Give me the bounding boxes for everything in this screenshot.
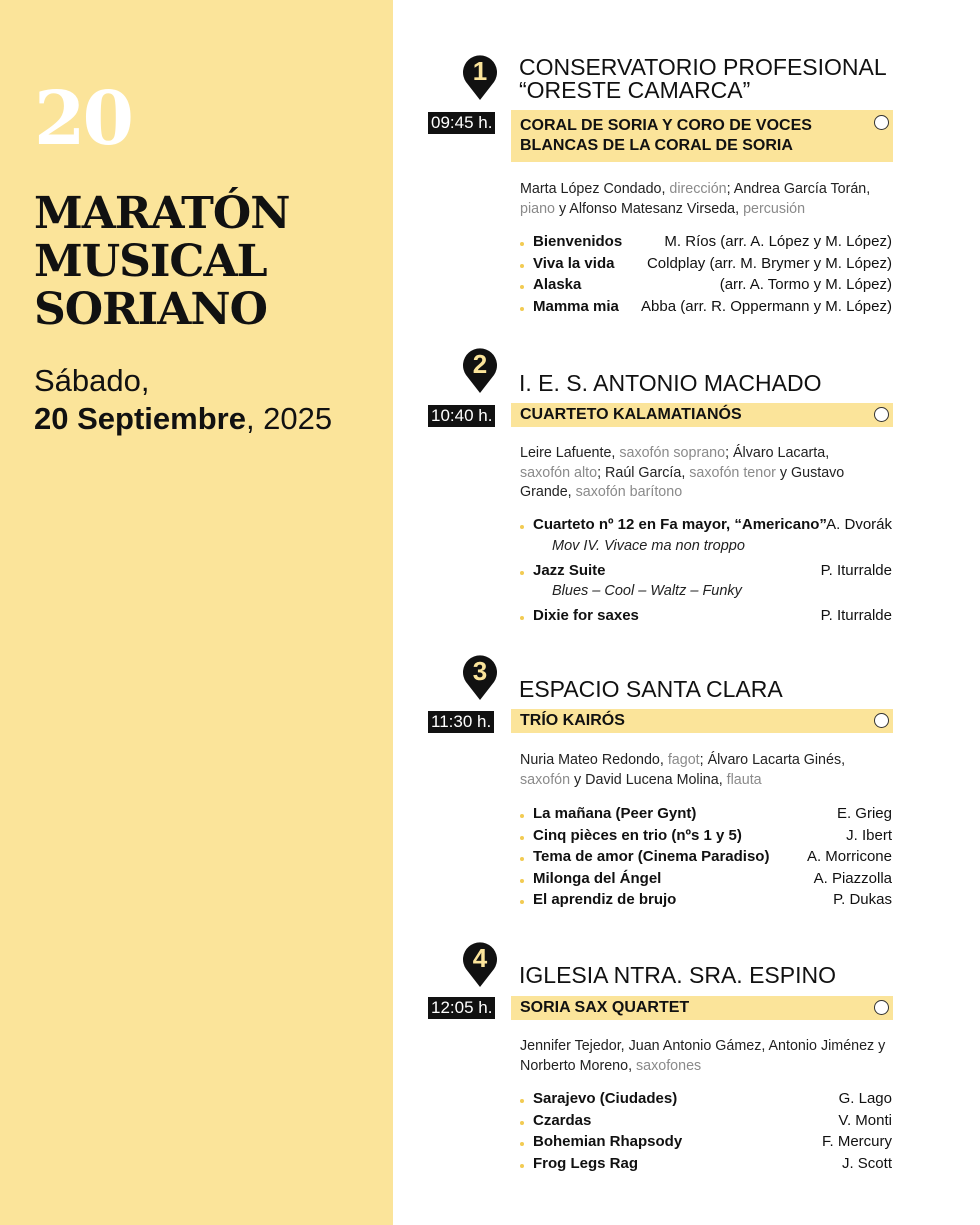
program-list: [520, 803, 892, 911]
ensemble-name-line: BLANCAS DE LA CORAL DE SORIA: [520, 137, 793, 154]
composer: V. Monti: [838, 1111, 892, 1129]
bullet-icon: [520, 616, 524, 620]
venue-name: [519, 964, 836, 987]
performers: [520, 751, 880, 790]
venue-name: [519, 372, 821, 395]
left-title-panel: [0, 0, 393, 1225]
composer: P. Iturralde: [820, 607, 892, 624]
program-list: [520, 231, 892, 317]
program-list: [520, 514, 892, 627]
performer-name: ; Álvaro Lacarta Ginés,: [699, 752, 846, 768]
program-item: [520, 253, 892, 275]
performer-name: y Alfonso Matesanz Virseda,: [554, 200, 744, 217]
work-title: Dixie for saxes: [533, 607, 639, 624]
performer-name: y Gustavo Grande,: [520, 464, 845, 500]
program-item: [520, 846, 892, 868]
bullet-icon: [520, 285, 524, 289]
performer-role: saxofón: [520, 771, 571, 788]
performer-role: fagot: [667, 752, 700, 768]
performer-role: saxofón tenor: [689, 464, 776, 481]
event-date-weekday: Sábado,: [34, 363, 150, 398]
program-item: [520, 1131, 892, 1153]
work-title: Mamma mia: [533, 297, 619, 315]
work-title: Alaska: [533, 276, 582, 293]
performer-role: saxofón barítono: [575, 484, 683, 500]
performers: [520, 180, 895, 219]
program-item: [520, 803, 892, 825]
bullet-icon: [520, 879, 524, 883]
bullet-icon: [520, 1099, 524, 1103]
event-title-line: SORIANO: [34, 284, 267, 335]
venue-name-line: “ORESTE CAMARCA”: [519, 77, 751, 103]
program-item: [520, 868, 892, 890]
work-title: Czardas: [533, 1111, 592, 1129]
section-number: 1: [472, 56, 488, 86]
section-number: 3: [472, 656, 488, 686]
composer: A. Piazzolla: [813, 869, 892, 887]
bullet-icon: [520, 857, 524, 861]
bullet-icon: [520, 307, 524, 311]
event-date-year: , 2025: [245, 401, 333, 436]
event-title-line: MARATÓN: [34, 188, 290, 239]
program-item: [520, 514, 892, 536]
event-date-day: 20 Septiembre: [34, 401, 246, 436]
start-time: 10:40 h.: [428, 405, 495, 427]
performer-role: saxofón soprano: [619, 445, 726, 461]
performer-role: saxofón alto: [520, 464, 598, 481]
bullet-icon: [520, 264, 524, 268]
work-title: La mañana (Peer Gynt): [533, 805, 697, 822]
ensemble-band: [511, 709, 893, 733]
work-title: Sarajevo (Ciudades): [533, 1090, 678, 1107]
venue-name-line: CONSERVATORIO PROFESIONAL: [519, 54, 887, 80]
bullet-icon: [520, 814, 524, 818]
bullet-icon: [520, 1121, 524, 1125]
program-item: [520, 889, 892, 911]
edition-number: 20: [34, 76, 131, 162]
program-item: [520, 1088, 892, 1110]
performer-name: Marta López Condado,: [520, 181, 670, 197]
program-item: [520, 296, 892, 318]
composer: P. Dukas: [833, 891, 892, 908]
ensemble-band: [511, 403, 893, 427]
ensemble-name: [520, 405, 742, 425]
performer-role: saxofones: [636, 1057, 702, 1074]
work-title: Bienvenidos: [533, 233, 623, 250]
program-item: [520, 605, 892, 627]
venue-name: [519, 56, 887, 102]
composer: J. Ibert: [846, 826, 892, 844]
work-title: Tema de amor (Cinema Paradiso): [533, 848, 770, 865]
program-item: [520, 274, 892, 296]
performer-name: Jennifer Tejedor, Juan Antonio Gámez, Antonio Jiménez y Norberto Moreno,: [520, 1038, 886, 1074]
ensemble-name: [520, 998, 689, 1018]
venue-name-line: I. E. S. ANTONIO MACHADO: [519, 370, 822, 396]
location-pin-icon: [460, 52, 500, 102]
performer-name: Leire Lafuente,: [520, 445, 620, 461]
event-title-line: MUSICAL: [34, 236, 267, 287]
composer: (arr. A. Tormo y M. López): [719, 276, 892, 293]
bullet-icon: [520, 525, 524, 529]
performer-name: Nuria Mateo Redondo,: [520, 752, 668, 768]
work-title: Jazz Suite: [533, 561, 606, 579]
location-pin-icon: [460, 939, 500, 989]
bullet-icon: [520, 571, 524, 575]
work-movement: Blues – Cool – Waltz – Funky: [552, 583, 742, 599]
work-title: Cuarteto nº 12 en Fa mayor, “Americano”: [533, 516, 827, 533]
performer-name: ; Raúl García,: [597, 464, 690, 481]
program-item: [520, 560, 892, 582]
performers: [520, 444, 880, 503]
performer-role: piano: [520, 200, 555, 217]
performer-role: dirección: [669, 181, 727, 197]
ensemble-name-line: CORAL DE SORIA Y CORO DE VOCES: [520, 117, 812, 134]
event-date: [34, 362, 332, 438]
program-item: [520, 1153, 892, 1175]
composer: A. Morricone: [806, 848, 892, 865]
composer: E. Grieg: [836, 805, 892, 822]
performers: [520, 1037, 895, 1076]
performer-name: ; Álvaro Lacarta,: [725, 445, 830, 461]
ensemble-name-line: SORIA SAX QUARTET: [520, 999, 690, 1016]
performer-name: y David Lucena Molina,: [570, 771, 727, 788]
start-time: 12:05 h.: [428, 997, 495, 1019]
ensemble-name: [520, 116, 812, 156]
composer: M. Ríos (arr. A. López y M. López): [664, 233, 892, 250]
ensemble-name-line: TRÍO KAIRÓS: [520, 712, 625, 729]
bullet-icon: [520, 836, 524, 840]
composer: J. Scott: [841, 1154, 892, 1172]
ensemble-name: [520, 711, 625, 731]
ensemble-name-line: CUARTETO KALAMATIANÓS: [520, 406, 742, 423]
circle-icon: [874, 713, 889, 728]
ensemble-band: [511, 110, 893, 162]
composer: A. Dvorák: [826, 516, 892, 533]
ensemble-band: [511, 996, 893, 1020]
work-title: Bohemian Rhapsody: [533, 1133, 683, 1150]
performer-role: percusión: [743, 200, 806, 217]
venue-name: [519, 678, 783, 701]
bullet-icon: [520, 1164, 524, 1168]
section-number: 4: [472, 943, 488, 973]
bullet-icon: [520, 900, 524, 904]
work-title: Milonga del Ángel: [533, 869, 662, 887]
circle-icon: [874, 115, 889, 130]
program-list: [520, 1088, 892, 1174]
work-movement: Mov IV. Vivace ma non troppo: [552, 537, 745, 554]
composer: P. Iturralde: [820, 561, 892, 579]
composer: G. Lago: [838, 1090, 892, 1107]
work-title: Viva la vida: [533, 254, 615, 272]
circle-icon: [874, 1000, 889, 1015]
venue-name-line: ESPACIO SANTA CLARA: [519, 676, 783, 702]
venue-name-line: IGLESIA NTRA. SRA. ESPINO: [519, 962, 836, 988]
composer: Coldplay (arr. M. Brymer y M. López): [646, 254, 892, 272]
work-title: El aprendiz de brujo: [533, 891, 677, 908]
location-pin-icon: [460, 652, 500, 702]
bullet-icon: [520, 1142, 524, 1146]
program-item: [520, 1110, 892, 1132]
circle-icon: [874, 407, 889, 422]
performer-role: flauta: [726, 771, 762, 788]
start-time: 11:30 h.: [428, 711, 494, 733]
program-item: [520, 825, 892, 847]
program-item: [520, 231, 892, 253]
composer: Abba (arr. R. Oppermann y M. López): [641, 297, 892, 315]
location-pin-icon: [460, 345, 500, 395]
bullet-icon: [520, 242, 524, 246]
composer: F. Mercury: [821, 1133, 892, 1150]
section-number: 2: [472, 349, 488, 379]
event-date-line: [34, 400, 332, 438]
start-time: 09:45 h.: [428, 112, 495, 134]
work-title: Cinq pièces en trio (nºs 1 y 5): [533, 826, 742, 844]
work-title: Frog Legs Rag: [533, 1154, 639, 1172]
event-title: [34, 190, 289, 334]
performer-name: ; Andrea García Torán,: [726, 181, 871, 197]
